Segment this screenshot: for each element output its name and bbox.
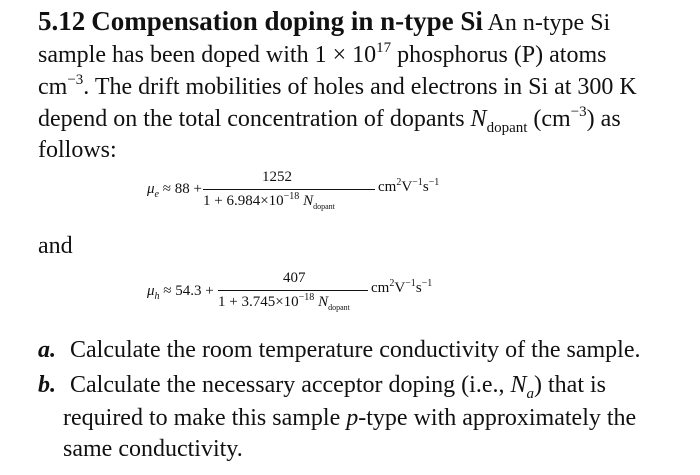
subscript-dopant: dopant [486,120,528,136]
equation-numerator: 1252 [262,169,292,185]
question-a-label: a. [38,337,56,363]
equation-lhs-value: ≈ 54.3 + [163,283,214,299]
symbol-mu: μ [147,283,155,299]
problem-heading-line [38,6,610,38]
symbol-mu: μ [147,181,155,197]
intro-text-1: An n-type Si [487,10,611,36]
problem-number: 5.12 [38,6,86,36]
intro-text-3a: cm [38,74,68,100]
exponent: −3 [570,104,587,120]
intro-text-4c: ) as [586,106,621,132]
equation-denominator: $1 + 3.745\times 10^{-18}$ $N_{dopant}$ [218,292,350,312]
question-b [38,370,606,403]
equation-lhs [147,181,202,198]
equation-numerator: 407 [283,270,306,286]
equation-units: $cm^2V^{-1}s^{-1}$ [371,278,433,296]
question-b-text-2: required to make this sample p-type with approximately the [63,405,637,431]
question-a [38,335,640,365]
intro-line-4 [38,104,621,137]
intro-line-2 [38,40,606,73]
intro-line-5: follows: [38,137,117,163]
question-a-text: Calculate the room temperature conductivity of the sample. [70,337,641,363]
subscript-h: h [154,291,160,302]
symbol-N: N [470,106,487,132]
equation-units: $cm^2V^{-1}s^{-1}$ [378,177,440,195]
equation-denominator: $1 + 6.984\times 10^{-18}$ $N_{dopant}$ [203,191,335,211]
subscript-e: e [154,189,159,200]
intro-text-4b: (cm [527,106,571,132]
intro-line-3 [38,72,637,105]
equation-lhs [147,283,214,300]
equation-lhs-value: ≈ 88 + [162,181,202,197]
problem-title: Compensation doping in n-type Si [91,6,483,36]
fraction-bar [218,290,368,291]
exponent: 17 [376,40,392,56]
exponent: −3 [67,72,84,88]
intro-text-2b: phosphorus (P) atoms [391,42,607,68]
intro-text-4a: depend on the total concentration of dopants [38,106,471,132]
and-connector: and [38,233,73,259]
question-b-text-3: same conductivity. [63,436,243,462]
question-b-label: b. [38,372,56,398]
question-b-text-1: Calculate the necessary acceptor doping (i.e., $N_a$) that is [70,372,606,402]
fraction-bar [203,189,375,190]
intro-text-2a: sample has been doped with 1 × 10 [38,42,377,68]
intro-text-3b: . The drift mobilities of holes and electrons in Si at 300 K [83,74,637,100]
